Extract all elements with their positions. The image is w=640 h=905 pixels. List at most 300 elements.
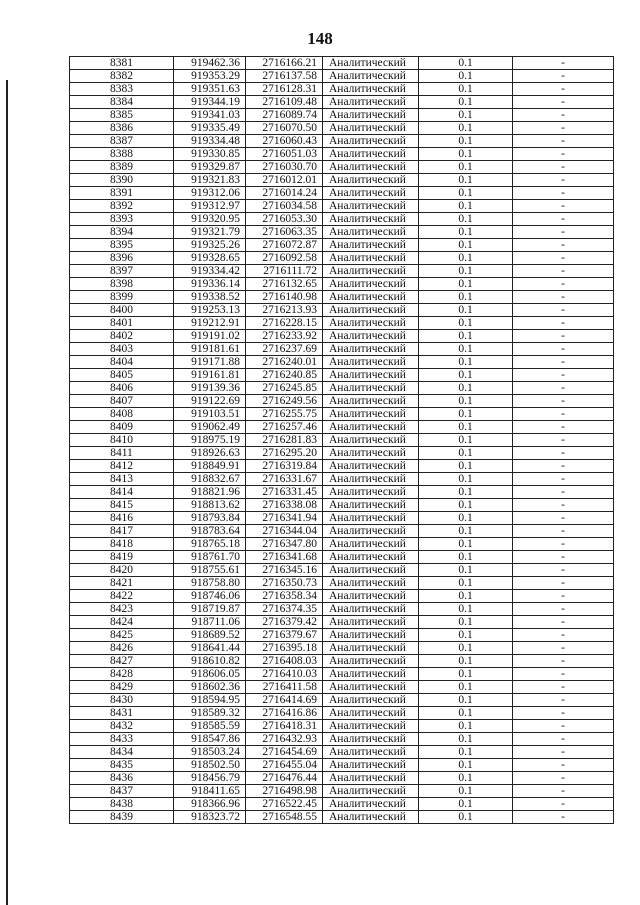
accuracy-cell: 0.1 (419, 421, 513, 434)
note-cell: - (513, 499, 614, 512)
x-coordinate-cell: 918585.59 (174, 720, 246, 733)
method-cell: Аналитический (323, 291, 419, 304)
point-number-cell: 8432 (70, 720, 174, 733)
x-coordinate-cell: 919329.87 (174, 161, 246, 174)
point-number-cell: 8418 (70, 538, 174, 551)
point-number-cell: 8383 (70, 83, 174, 96)
accuracy-cell: 0.1 (419, 499, 513, 512)
y-coordinate-cell: 2716111.72 (246, 265, 323, 278)
y-coordinate-cell: 2716030.70 (246, 161, 323, 174)
accuracy-cell: 0.1 (419, 330, 513, 343)
x-coordinate-cell: 918758.80 (174, 577, 246, 590)
accuracy-cell: 0.1 (419, 525, 513, 538)
table-row (70, 395, 614, 408)
method-cell: Аналитический (323, 395, 419, 408)
x-coordinate-cell: 919338.52 (174, 291, 246, 304)
table-row (70, 174, 614, 187)
table-row (70, 629, 614, 642)
y-coordinate-cell: 2716237.69 (246, 343, 323, 356)
method-cell: Аналитический (323, 694, 419, 707)
y-coordinate-cell: 2716341.94 (246, 512, 323, 525)
method-cell: Аналитический (323, 512, 419, 525)
note-cell: - (513, 694, 614, 707)
x-coordinate-cell: 918719.87 (174, 603, 246, 616)
y-coordinate-cell: 2716140.98 (246, 291, 323, 304)
table-row (70, 759, 614, 772)
method-cell: Аналитический (323, 304, 419, 317)
accuracy-cell: 0.1 (419, 291, 513, 304)
x-coordinate-cell: 918783.64 (174, 525, 246, 538)
table-row (70, 668, 614, 681)
method-cell: Аналитический (323, 369, 419, 382)
x-coordinate-cell: 919351.63 (174, 83, 246, 96)
method-cell: Аналитический (323, 239, 419, 252)
method-cell: Аналитический (323, 447, 419, 460)
method-cell: Аналитический (323, 642, 419, 655)
method-cell: Аналитический (323, 499, 419, 512)
table-row (70, 421, 614, 434)
point-number-cell: 8399 (70, 291, 174, 304)
table-row (70, 642, 614, 655)
table-row (70, 720, 614, 733)
method-cell: Аналитический (323, 161, 419, 174)
accuracy-cell: 0.1 (419, 655, 513, 668)
x-coordinate-cell: 919344.19 (174, 96, 246, 109)
y-coordinate-cell: 2716498.98 (246, 785, 323, 798)
accuracy-cell: 0.1 (419, 70, 513, 83)
accuracy-cell: 0.1 (419, 785, 513, 798)
point-number-cell: 8417 (70, 525, 174, 538)
accuracy-cell: 0.1 (419, 148, 513, 161)
note-cell: - (513, 616, 614, 629)
accuracy-cell: 0.1 (419, 681, 513, 694)
note-cell: - (513, 343, 614, 356)
y-coordinate-cell: 2716233.92 (246, 330, 323, 343)
point-number-cell: 8385 (70, 109, 174, 122)
point-number-cell: 8436 (70, 772, 174, 785)
accuracy-cell: 0.1 (419, 213, 513, 226)
point-number-cell: 8398 (70, 278, 174, 291)
note-cell: - (513, 590, 614, 603)
note-cell: - (513, 603, 614, 616)
y-coordinate-cell: 2716060.43 (246, 135, 323, 148)
y-coordinate-cell: 2716137.58 (246, 70, 323, 83)
note-cell: - (513, 187, 614, 200)
method-cell: Аналитический (323, 551, 419, 564)
method-cell: Аналитический (323, 382, 419, 395)
method-cell: Аналитический (323, 109, 419, 122)
point-number-cell: 8390 (70, 174, 174, 187)
method-cell: Аналитический (323, 486, 419, 499)
table-row (70, 486, 614, 499)
accuracy-cell: 0.1 (419, 408, 513, 421)
accuracy-cell: 0.1 (419, 434, 513, 447)
y-coordinate-cell: 2716418.31 (246, 720, 323, 733)
method-cell: Аналитический (323, 317, 419, 330)
table-row (70, 460, 614, 473)
y-coordinate-cell: 2716374.35 (246, 603, 323, 616)
method-cell: Аналитический (323, 772, 419, 785)
point-number-cell: 8394 (70, 226, 174, 239)
x-coordinate-cell: 919139.36 (174, 382, 246, 395)
accuracy-cell: 0.1 (419, 733, 513, 746)
method-cell: Аналитический (323, 187, 419, 200)
method-cell: Аналитический (323, 278, 419, 291)
point-number-cell: 8410 (70, 434, 174, 447)
method-cell: Аналитический (323, 226, 419, 239)
table-row (70, 408, 614, 421)
accuracy-cell: 0.1 (419, 759, 513, 772)
method-cell: Аналитический (323, 174, 419, 187)
accuracy-cell: 0.1 (419, 603, 513, 616)
y-coordinate-cell: 2716228.15 (246, 317, 323, 330)
method-cell: Аналитический (323, 70, 419, 83)
accuracy-cell: 0.1 (419, 694, 513, 707)
table-row (70, 551, 614, 564)
table-row (70, 122, 614, 135)
y-coordinate-cell: 2716295.20 (246, 447, 323, 460)
note-cell: - (513, 759, 614, 772)
x-coordinate-cell: 919462.36 (174, 57, 246, 70)
point-number-cell: 8431 (70, 707, 174, 720)
x-coordinate-cell: 918323.72 (174, 811, 246, 824)
point-number-cell: 8396 (70, 252, 174, 265)
point-number-cell: 8421 (70, 577, 174, 590)
x-coordinate-cell: 918832.67 (174, 473, 246, 486)
method-cell: Аналитический (323, 408, 419, 421)
x-coordinate-cell: 918366.96 (174, 798, 246, 811)
accuracy-cell: 0.1 (419, 265, 513, 278)
y-coordinate-cell: 2716245.85 (246, 382, 323, 395)
y-coordinate-cell: 2716255.75 (246, 408, 323, 421)
method-cell: Аналитический (323, 148, 419, 161)
accuracy-cell: 0.1 (419, 486, 513, 499)
y-coordinate-cell: 2716240.01 (246, 356, 323, 369)
method-cell: Аналитический (323, 577, 419, 590)
coordinates-table-container (69, 56, 614, 824)
table-row (70, 369, 614, 382)
note-cell: - (513, 460, 614, 473)
y-coordinate-cell: 2716109.48 (246, 96, 323, 109)
y-coordinate-cell: 2716379.42 (246, 616, 323, 629)
x-coordinate-cell: 918746.06 (174, 590, 246, 603)
point-number-cell: 8429 (70, 681, 174, 694)
point-number-cell: 8409 (70, 421, 174, 434)
x-coordinate-cell: 919171.88 (174, 356, 246, 369)
y-coordinate-cell: 2716432.93 (246, 733, 323, 746)
x-coordinate-cell: 918689.52 (174, 629, 246, 642)
x-coordinate-cell: 918503.24 (174, 746, 246, 759)
method-cell: Аналитический (323, 746, 419, 759)
note-cell: - (513, 122, 614, 135)
y-coordinate-cell: 2716522.45 (246, 798, 323, 811)
x-coordinate-cell: 918610.82 (174, 655, 246, 668)
method-cell: Аналитический (323, 798, 419, 811)
note-cell: - (513, 252, 614, 265)
y-coordinate-cell: 2716411.58 (246, 681, 323, 694)
table-row (70, 252, 614, 265)
y-coordinate-cell: 2716344.04 (246, 525, 323, 538)
y-coordinate-cell: 2716240.85 (246, 369, 323, 382)
point-number-cell: 8400 (70, 304, 174, 317)
accuracy-cell: 0.1 (419, 200, 513, 213)
note-cell: - (513, 83, 614, 96)
point-number-cell: 8426 (70, 642, 174, 655)
table-row (70, 525, 614, 538)
accuracy-cell: 0.1 (419, 369, 513, 382)
note-cell: - (513, 447, 614, 460)
table-row (70, 772, 614, 785)
x-coordinate-cell: 918456.79 (174, 772, 246, 785)
method-cell: Аналитический (323, 759, 419, 772)
x-coordinate-cell: 919321.83 (174, 174, 246, 187)
point-number-cell: 8407 (70, 395, 174, 408)
y-coordinate-cell: 2716414.69 (246, 694, 323, 707)
note-cell: - (513, 525, 614, 538)
accuracy-cell: 0.1 (419, 551, 513, 564)
accuracy-cell: 0.1 (419, 642, 513, 655)
table-row (70, 733, 614, 746)
table-row (70, 317, 614, 330)
table-row (70, 512, 614, 525)
method-cell: Аналитический (323, 343, 419, 356)
note-cell: - (513, 655, 614, 668)
note-cell: - (513, 200, 614, 213)
note-cell: - (513, 473, 614, 486)
page-number: 148 (307, 29, 333, 48)
table-row (70, 499, 614, 512)
x-coordinate-cell: 919321.79 (174, 226, 246, 239)
table-row (70, 382, 614, 395)
note-cell: - (513, 551, 614, 564)
method-cell: Аналитический (323, 200, 419, 213)
x-coordinate-cell: 919161.81 (174, 369, 246, 382)
x-coordinate-cell: 919334.42 (174, 265, 246, 278)
y-coordinate-cell: 2716128.31 (246, 83, 323, 96)
accuracy-cell: 0.1 (419, 590, 513, 603)
point-number-cell: 8438 (70, 798, 174, 811)
note-cell: - (513, 369, 614, 382)
point-number-cell: 8439 (70, 811, 174, 824)
accuracy-cell: 0.1 (419, 187, 513, 200)
x-coordinate-cell: 918849.91 (174, 460, 246, 473)
accuracy-cell: 0.1 (419, 720, 513, 733)
method-cell: Аналитический (323, 707, 419, 720)
table-row (70, 109, 614, 122)
note-cell: - (513, 538, 614, 551)
table-row (70, 70, 614, 83)
note-cell: - (513, 213, 614, 226)
y-coordinate-cell: 2716408.03 (246, 655, 323, 668)
y-coordinate-cell: 2716548.55 (246, 811, 323, 824)
accuracy-cell: 0.1 (419, 798, 513, 811)
point-number-cell: 8401 (70, 317, 174, 330)
method-cell: Аналитический (323, 538, 419, 551)
y-coordinate-cell: 2716347.80 (246, 538, 323, 551)
point-number-cell: 8433 (70, 733, 174, 746)
accuracy-cell: 0.1 (419, 382, 513, 395)
point-number-cell: 8384 (70, 96, 174, 109)
x-coordinate-cell: 919062.49 (174, 421, 246, 434)
note-cell: - (513, 148, 614, 161)
table-row (70, 694, 614, 707)
note-cell: - (513, 629, 614, 642)
note-cell: - (513, 161, 614, 174)
y-coordinate-cell: 2716331.45 (246, 486, 323, 499)
accuracy-cell: 0.1 (419, 564, 513, 577)
point-number-cell: 8415 (70, 499, 174, 512)
point-number-cell: 8412 (70, 460, 174, 473)
method-cell: Аналитический (323, 252, 419, 265)
y-coordinate-cell: 2716455.04 (246, 759, 323, 772)
method-cell: Аналитический (323, 655, 419, 668)
note-cell: - (513, 304, 614, 317)
method-cell: Аналитический (323, 590, 419, 603)
method-cell: Аналитический (323, 629, 419, 642)
note-cell: - (513, 96, 614, 109)
y-coordinate-cell: 2716350.73 (246, 577, 323, 590)
table-row (70, 447, 614, 460)
y-coordinate-cell: 2716132.65 (246, 278, 323, 291)
table-row (70, 603, 614, 616)
method-cell: Аналитический (323, 733, 419, 746)
y-coordinate-cell: 2716319.84 (246, 460, 323, 473)
table-row (70, 434, 614, 447)
x-coordinate-cell: 918547.86 (174, 733, 246, 746)
table-row (70, 746, 614, 759)
x-coordinate-cell: 919253.13 (174, 304, 246, 317)
y-coordinate-cell: 2716034.58 (246, 200, 323, 213)
x-coordinate-cell: 918821.96 (174, 486, 246, 499)
y-coordinate-cell: 2716092.58 (246, 252, 323, 265)
point-number-cell: 8387 (70, 135, 174, 148)
table-row (70, 577, 614, 590)
method-cell: Аналитический (323, 720, 419, 733)
table-row (70, 473, 614, 486)
point-number-cell: 8428 (70, 668, 174, 681)
accuracy-cell: 0.1 (419, 395, 513, 408)
note-cell: - (513, 512, 614, 525)
y-coordinate-cell: 2716070.50 (246, 122, 323, 135)
y-coordinate-cell: 2716072.87 (246, 239, 323, 252)
x-coordinate-cell: 918606.05 (174, 668, 246, 681)
accuracy-cell: 0.1 (419, 239, 513, 252)
point-number-cell: 8435 (70, 759, 174, 772)
y-coordinate-cell: 2716012.01 (246, 174, 323, 187)
method-cell: Аналитический (323, 356, 419, 369)
point-number-cell: 8391 (70, 187, 174, 200)
accuracy-cell: 0.1 (419, 538, 513, 551)
table-row (70, 148, 614, 161)
note-cell: - (513, 421, 614, 434)
y-coordinate-cell: 2716051.03 (246, 148, 323, 161)
x-coordinate-cell: 919312.97 (174, 200, 246, 213)
note-cell: - (513, 720, 614, 733)
table-row (70, 356, 614, 369)
y-coordinate-cell: 2716341.68 (246, 551, 323, 564)
point-number-cell: 8392 (70, 200, 174, 213)
note-cell: - (513, 265, 614, 278)
method-cell: Аналитический (323, 135, 419, 148)
x-coordinate-cell: 919212.91 (174, 317, 246, 330)
y-coordinate-cell: 2716345.16 (246, 564, 323, 577)
x-coordinate-cell: 918711.06 (174, 616, 246, 629)
point-number-cell: 8423 (70, 603, 174, 616)
accuracy-cell: 0.1 (419, 135, 513, 148)
point-number-cell: 8424 (70, 616, 174, 629)
table-row (70, 265, 614, 278)
method-cell: Аналитический (323, 564, 419, 577)
point-number-cell: 8425 (70, 629, 174, 642)
x-coordinate-cell: 919122.69 (174, 395, 246, 408)
note-cell: - (513, 642, 614, 655)
note-cell: - (513, 317, 614, 330)
table-row (70, 330, 614, 343)
method-cell: Аналитический (323, 421, 419, 434)
note-cell: - (513, 733, 614, 746)
accuracy-cell: 0.1 (419, 174, 513, 187)
y-coordinate-cell: 2716281.83 (246, 434, 323, 447)
accuracy-cell: 0.1 (419, 226, 513, 239)
note-cell: - (513, 70, 614, 83)
point-number-cell: 8393 (70, 213, 174, 226)
x-coordinate-cell: 919325.26 (174, 239, 246, 252)
table-row (70, 83, 614, 96)
point-number-cell: 8402 (70, 330, 174, 343)
accuracy-cell: 0.1 (419, 109, 513, 122)
x-coordinate-cell: 919334.48 (174, 135, 246, 148)
note-cell: - (513, 382, 614, 395)
note-cell: - (513, 408, 614, 421)
point-number-cell: 8403 (70, 343, 174, 356)
accuracy-cell: 0.1 (419, 356, 513, 369)
point-number-cell: 8414 (70, 486, 174, 499)
point-number-cell: 8420 (70, 564, 174, 577)
y-coordinate-cell: 2716338.08 (246, 499, 323, 512)
accuracy-cell: 0.1 (419, 304, 513, 317)
note-cell: - (513, 291, 614, 304)
point-number-cell: 8408 (70, 408, 174, 421)
method-cell: Аналитический (323, 330, 419, 343)
point-number-cell: 8389 (70, 161, 174, 174)
y-coordinate-cell: 2716416.86 (246, 707, 323, 720)
x-coordinate-cell: 919335.49 (174, 122, 246, 135)
table-row (70, 278, 614, 291)
accuracy-cell: 0.1 (419, 512, 513, 525)
table-row (70, 226, 614, 239)
table-body (70, 57, 614, 824)
note-cell: - (513, 707, 614, 720)
y-coordinate-cell: 2716249.56 (246, 395, 323, 408)
accuracy-cell: 0.1 (419, 473, 513, 486)
x-coordinate-cell: 919336.14 (174, 278, 246, 291)
table-row (70, 161, 614, 174)
note-cell: - (513, 668, 614, 681)
method-cell: Аналитический (323, 57, 419, 70)
table-row (70, 616, 614, 629)
y-coordinate-cell: 2716089.74 (246, 109, 323, 122)
y-coordinate-cell: 2716053.30 (246, 213, 323, 226)
point-number-cell: 8419 (70, 551, 174, 564)
y-coordinate-cell: 2716257.46 (246, 421, 323, 434)
x-coordinate-cell: 918926.63 (174, 447, 246, 460)
note-cell: - (513, 330, 614, 343)
accuracy-cell: 0.1 (419, 278, 513, 291)
table-row (70, 343, 614, 356)
y-coordinate-cell: 2716166.21 (246, 57, 323, 70)
note-cell: - (513, 109, 614, 122)
x-coordinate-cell: 919191.02 (174, 330, 246, 343)
